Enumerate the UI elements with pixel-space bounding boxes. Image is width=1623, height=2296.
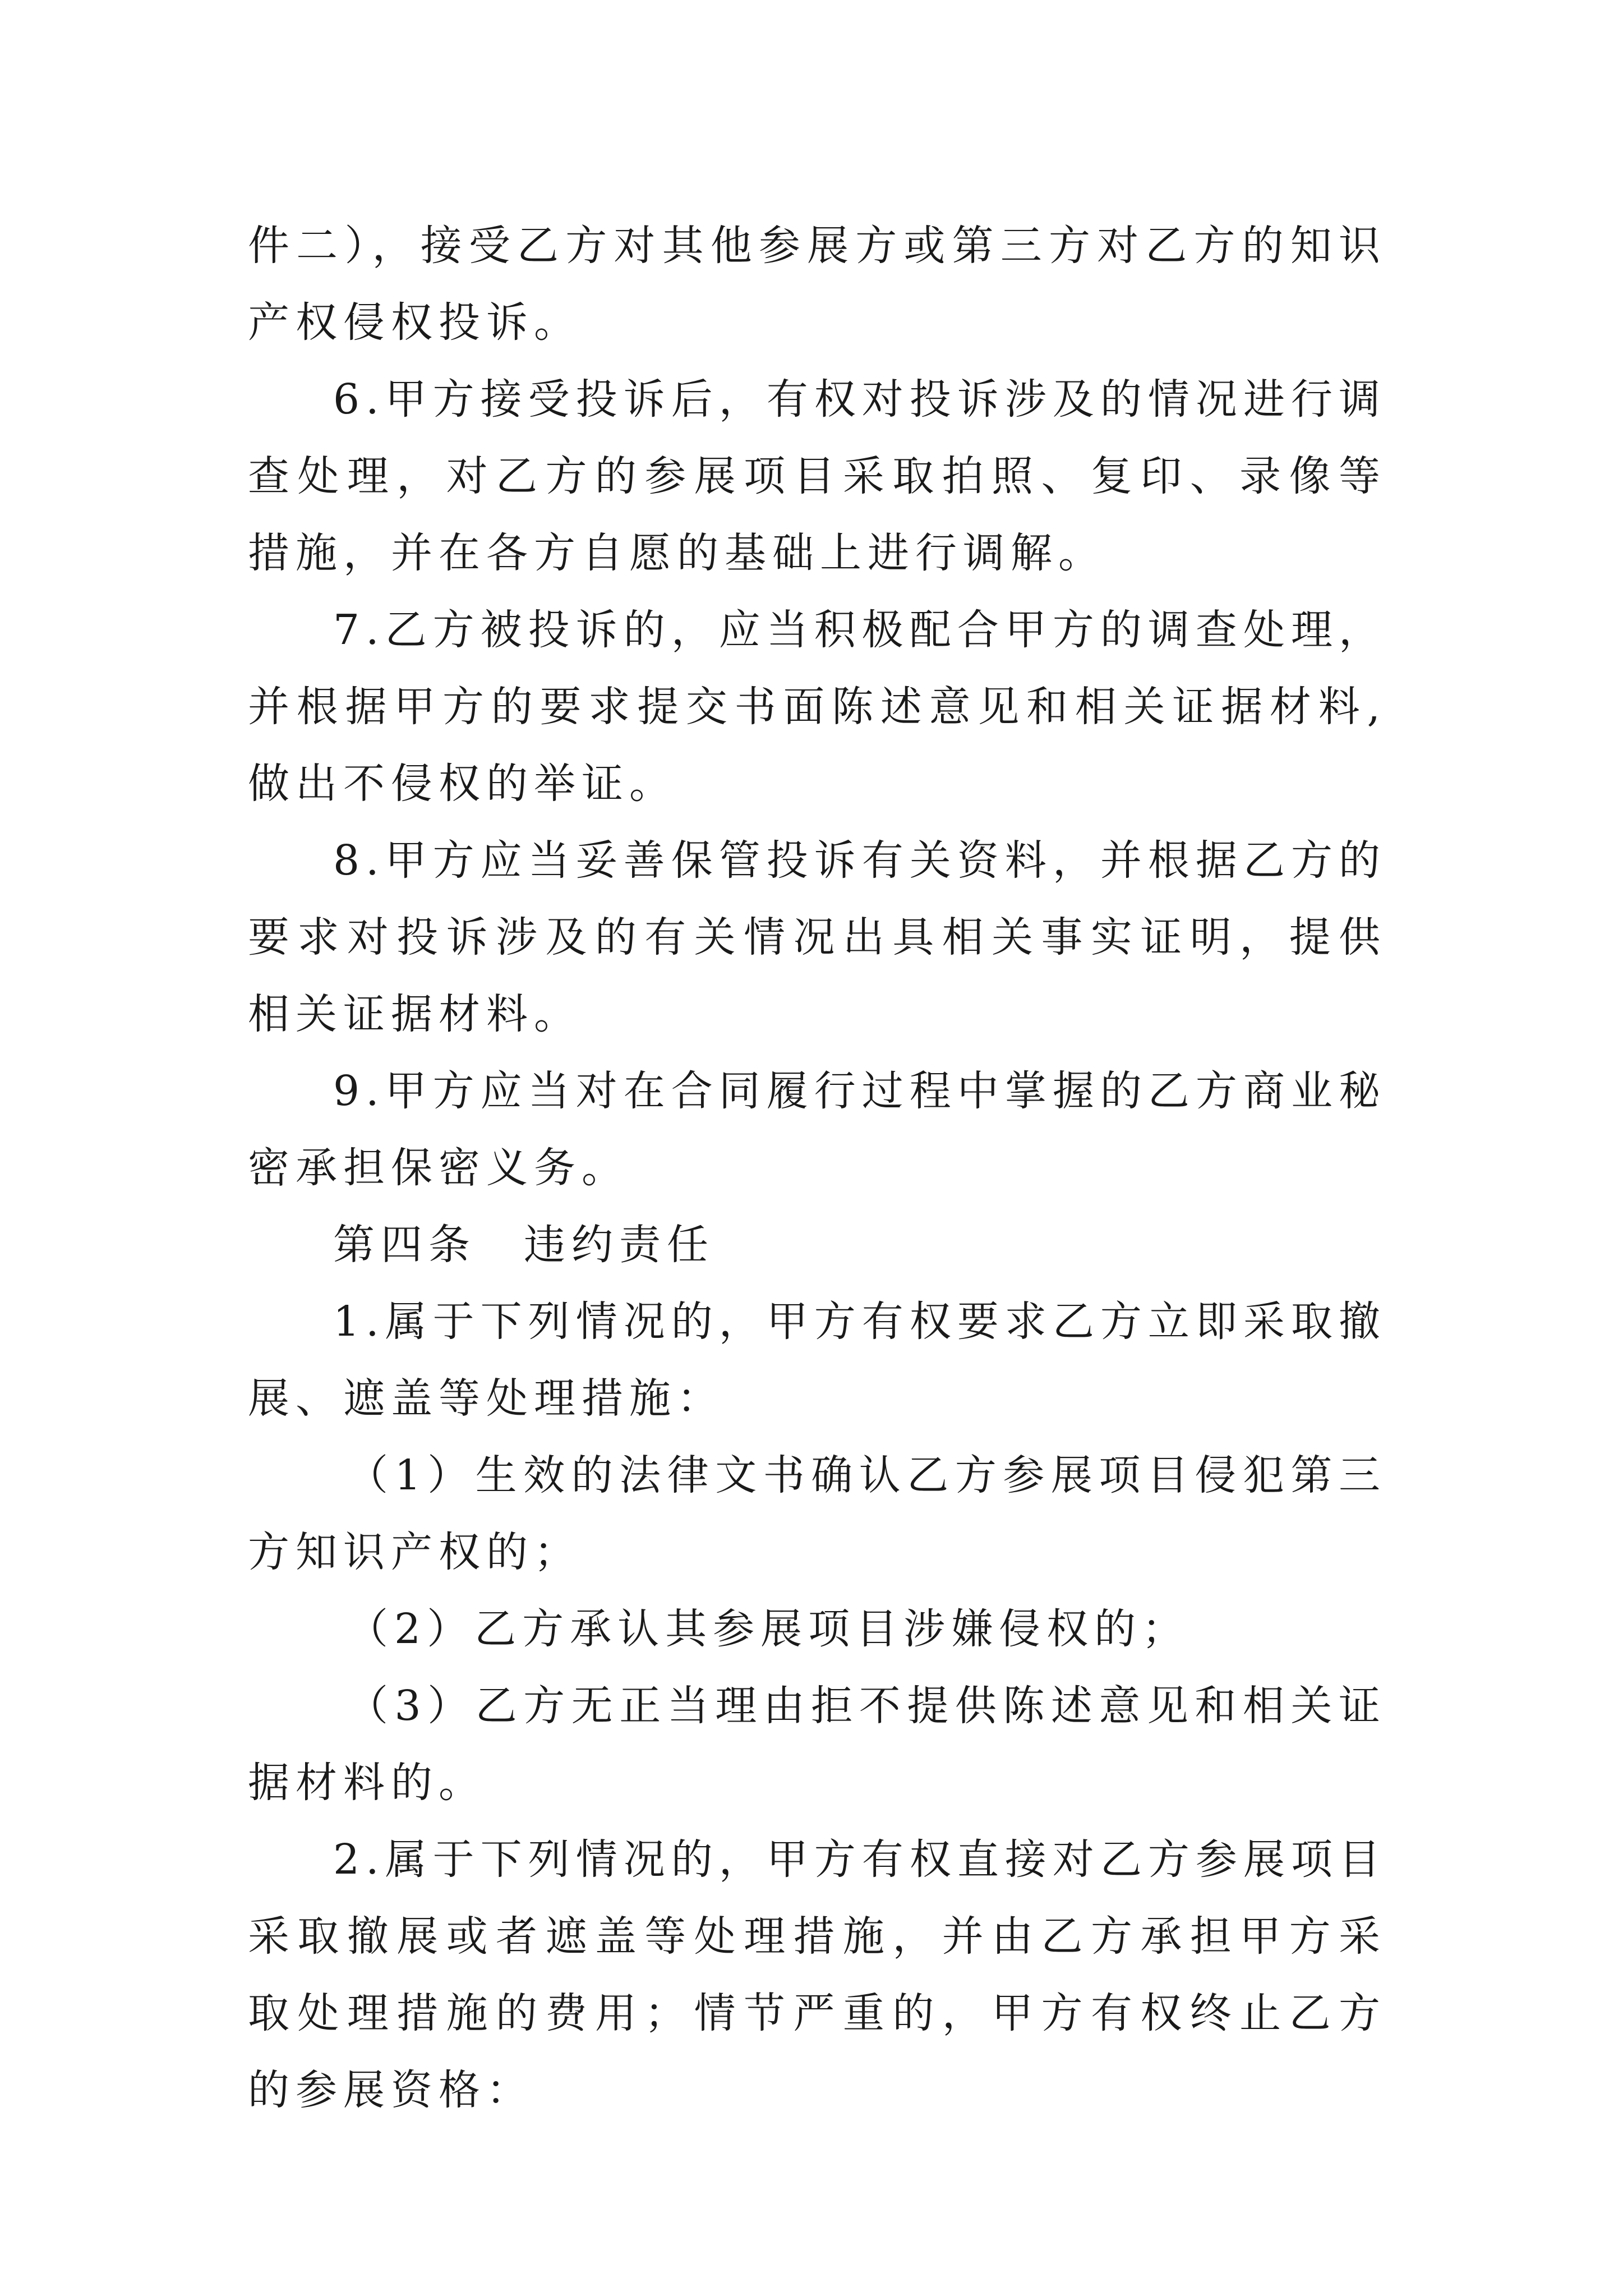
paragraph-item-9: 9.甲方应当对在合同履行过程中掌握的乙方商业秘密承担保密义务。: [248, 1067, 1386, 1192]
paragraph-article-4-item-2: 2.属于下列情况的，甲方有权直接对乙方参展项目采取撤展或者遮盖等处理措施，并由乙方承担甲方采取处理措施的费用；情节严重的，甲方有权终止乙方的参展资格：: [248, 1835, 1386, 2114]
paragraph-item-7: 7.乙方被投诉的，应当积极配合甲方的调查处理，并根据甲方的要求提交书面陈述意见和相关证据材料,做出不侵权的举证。: [248, 606, 1386, 808]
paragraph-item-6: 6.甲方接受投诉后，有权对投诉涉及的情况进行调查处理，对乙方的参展项目采取拍照、复印、录像等措施，并在各方自愿的基础上进行调解。: [248, 375, 1386, 577]
paragraph-article-4-item-1: 1.属于下列情况的，甲方有权要求乙方立即采取撤展、遮盖等处理措施：: [248, 1297, 1386, 1423]
paragraph-subitem-2: （2）乙方承认其参展项目涉嫌侵权的；: [347, 1605, 1190, 1653]
document-page: [248, 208, 1386, 2129]
paragraph-item-8: 8.甲方应当妥善保管投诉有关资料，并根据乙方的要求对投诉涉及的有关情况出具相关事实证明，提供相关证据材料。: [248, 836, 1386, 1038]
paragraph-continued: 件二），接受乙方对其他参展方或第三方对乙方的知识产权侵权投诉。: [248, 222, 1386, 347]
section-heading-article-4: 第四条 违约责任: [333, 1221, 714, 1269]
paragraph-subitem-1: （1）生效的法律文书确认乙方参展项目侵犯第三方知识产权的；: [248, 1451, 1386, 1576]
paragraph-subitem-3: （3）乙方无正当理由拒不提供陈述意见和相关证据材料的。: [248, 1682, 1386, 1807]
